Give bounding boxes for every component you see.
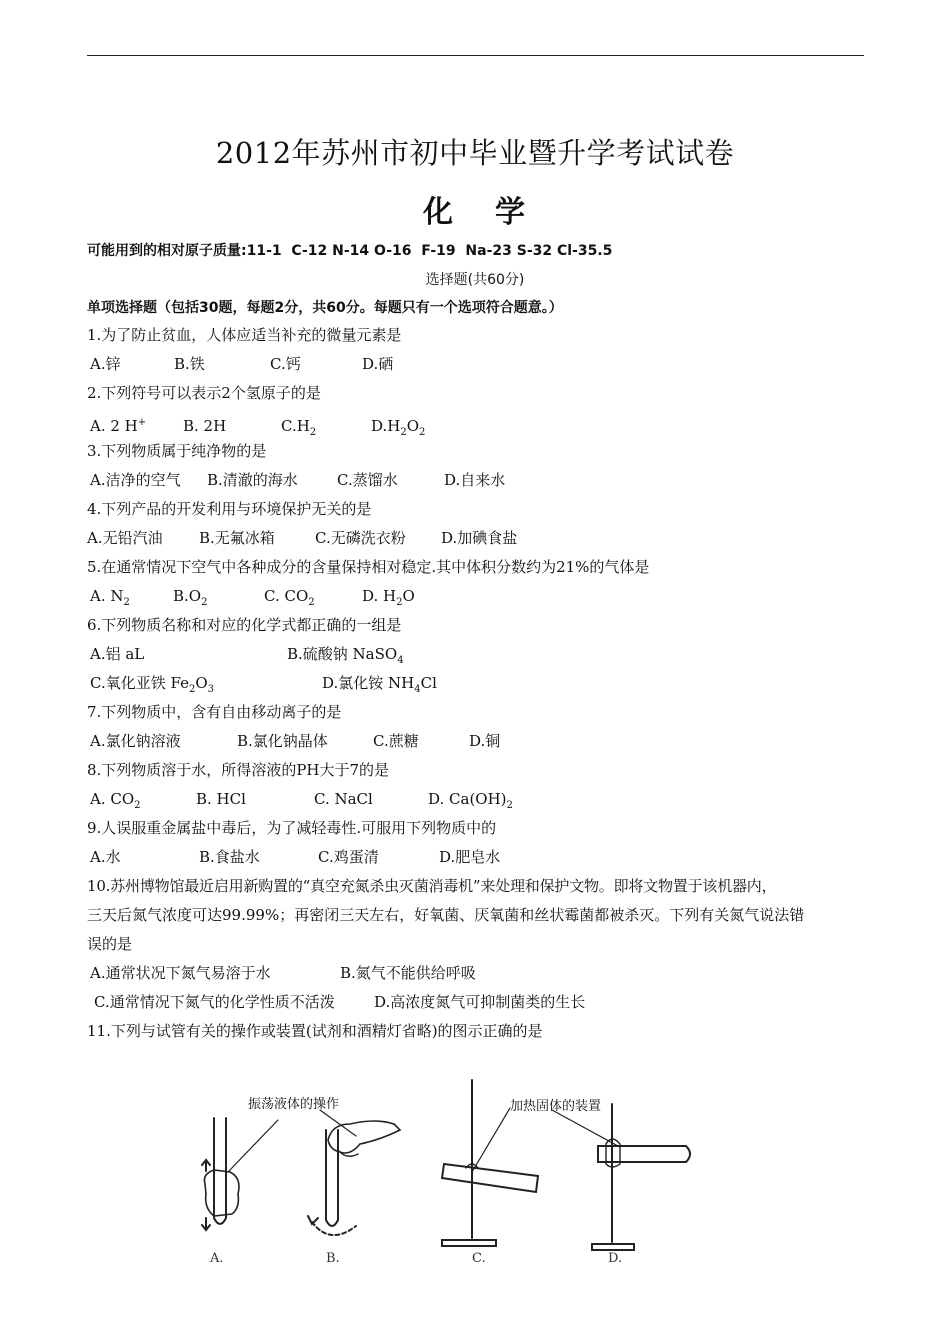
q7-option-d: D.铜 — [469, 732, 501, 750]
q2-option-b: B. 2H — [183, 417, 227, 435]
q10-option-d: D.高浓度氮气可抑制菌类的生长 — [374, 993, 586, 1011]
question-4-options — [87, 524, 877, 553]
q1-option-b: B.铁 — [174, 355, 205, 373]
question-6-options-cd — [87, 669, 877, 698]
label-shake: 振荡液体的操作 — [248, 1097, 340, 1112]
q5-option-a: A. $N_2$ — [90, 587, 130, 608]
question-8-stem: 8.下列物质溶于水，所得溶液的PH大于7的是 — [87, 761, 390, 779]
figure-label-a: A. — [210, 1251, 224, 1266]
q4-option-d: D.加碘食盐 — [441, 529, 518, 547]
q7-option-b: B.氯化钠晶体 — [237, 732, 328, 750]
q2-option-a: A. 2 H+ — [90, 417, 147, 435]
question-10-options-ab — [87, 959, 877, 988]
q2-option-c: $C.H_2$ — [281, 417, 317, 438]
question-6-options-ab — [87, 640, 877, 669]
q5-option-d: D. $H_2O$ — [362, 587, 415, 608]
question-10-stem-3: 误的是 — [87, 935, 133, 953]
q8-option-d: D. $Ca(OH)_2$ — [428, 790, 513, 811]
question-5-stem: 5.在通常情况下空气中各种成分的含量保持相对稳定.其中体积分数约为21%的气体是 — [87, 558, 650, 576]
question-7-options — [87, 727, 877, 756]
q9-option-c: C.鸡蛋清 — [318, 848, 379, 866]
q5-option-c: C. $CO_2$ — [264, 587, 315, 608]
q10-option-c: C.通常情况下氮气的化学性质不活泼 — [94, 993, 335, 1011]
figure-b-drawing — [308, 1110, 400, 1235]
label-heat: 加热固体的装置 — [510, 1099, 602, 1114]
question-11-stem: 11.下列与试管有关的操作或装置(试剂和酒精灯省略)的图示正确的是 — [87, 1022, 543, 1040]
question-8-options — [87, 785, 877, 814]
q2-option-d: $D.H_2O_2$ — [371, 417, 426, 438]
instructions: 单项选择题（包括30题，每题2分，共60分。每题只有一个选项符合题意。） — [87, 300, 563, 316]
q4-option-a: A.无铅汽油 — [87, 529, 163, 547]
q7-option-c: C.蔗糖 — [373, 732, 419, 750]
subject-title — [0, 187, 950, 231]
q6-option-d: D.氯化铵 $NH_4Cl$ — [322, 674, 437, 695]
figure-label-c: C. — [472, 1251, 486, 1266]
q1-option-a: A.锌 — [90, 355, 121, 373]
q3-option-d: D.自来水 — [444, 471, 506, 489]
question-10-options-cd — [87, 988, 877, 1017]
exam-title: 2012年苏州市初中毕业暨升学考试试卷 — [215, 136, 735, 170]
q4-option-c: C.无磷洗衣粉 — [315, 529, 406, 547]
figure-label-b: B. — [326, 1251, 340, 1266]
q6-option-a: A.铝 aL — [90, 645, 145, 663]
section-title: 选择题(共60分) — [425, 272, 525, 288]
q8-option-c: C. NaCl — [314, 790, 373, 808]
q9-option-a: A.水 — [90, 848, 121, 866]
figure-a-drawing — [202, 1118, 278, 1230]
q6-option-b: B.硫酸钠 NaSO$_4$ — [287, 645, 404, 666]
questions — [87, 321, 877, 1046]
subject-char-2: 学 — [495, 195, 527, 230]
figure-label-d: D. — [608, 1251, 623, 1266]
q8-option-a: A. $CO_2$ — [90, 790, 141, 811]
question-1-options — [87, 350, 877, 379]
q3-option-a: A.洁净的空气 — [90, 471, 181, 489]
figure-d-drawing — [552, 1104, 690, 1250]
question-2-stem: 2.下列符号可以表示2个氢原子的是 — [87, 384, 321, 402]
q1-option-d: D.硒 — [362, 355, 394, 373]
question-3-stem: 3.下列物质属于纯净物的是 — [87, 442, 267, 460]
subject-char-1: 化 — [423, 195, 455, 230]
question-9-stem: 9.人误服重金属盐中毒后，为了减轻毒性.可服用下列物质中的 — [87, 819, 497, 837]
q11-figure — [180, 1068, 720, 1278]
q9-option-b: B.食盐水 — [199, 848, 260, 866]
question-4-stem: 4.下列产品的开发利用与环境保护无关的是 — [87, 500, 372, 518]
question-3-options — [87, 466, 877, 495]
header-rule — [87, 55, 864, 56]
q8-option-b: B. HCl — [196, 790, 246, 808]
question-9-options — [87, 843, 877, 872]
q9-option-d: D.肥皂水 — [439, 848, 501, 866]
q5-option-b: $B.O_2$ — [173, 587, 208, 608]
question-6-stem: 6.下列物质名称和对应的化学式都正确的一组是 — [87, 616, 402, 634]
question-10-stem-1: 10.苏州博物馆最近启用新购置的“真空充氮杀虫灭菌消毒机”来处理和保护文物。即将文物置于该机器内， — [87, 877, 777, 895]
atomic-masses: 可能用到的相对原子质量:11-1 C-12 N-14 O-16 F-19 Na-23 S-32 Cl-35.5 — [87, 243, 613, 259]
question-2-options — [87, 408, 877, 437]
question-1-stem: 1.为了防止贫血，人体应适当补充的微量元素是 — [87, 326, 402, 344]
question-10-stem-2: 三天后氮气浓度可达99.99%；再密闭三天左右，好氧菌、厌氧菌和丝状霉菌都被杀灭。下列有关氮气说法错 — [87, 906, 805, 924]
q4-option-b: B.无氟冰箱 — [199, 529, 275, 547]
q7-option-a: A.氯化钠溶液 — [90, 732, 181, 750]
question-7-stem: 7.下列物质中，含有自由移动离子的是 — [87, 703, 342, 721]
q6-option-c: C.氧化亚铁 $Fe_2O_3$ — [90, 674, 215, 695]
q1-option-c: C.钙 — [270, 355, 301, 373]
q3-option-c: C.蒸馏水 — [337, 471, 398, 489]
q10-option-b: B.氮气不能供给呼吸 — [340, 964, 476, 982]
question-5-options — [87, 582, 877, 611]
q3-option-b: B.清澈的海水 — [207, 471, 298, 489]
q10-option-a: A.通常状况下氮气易溶于水 — [90, 964, 271, 982]
